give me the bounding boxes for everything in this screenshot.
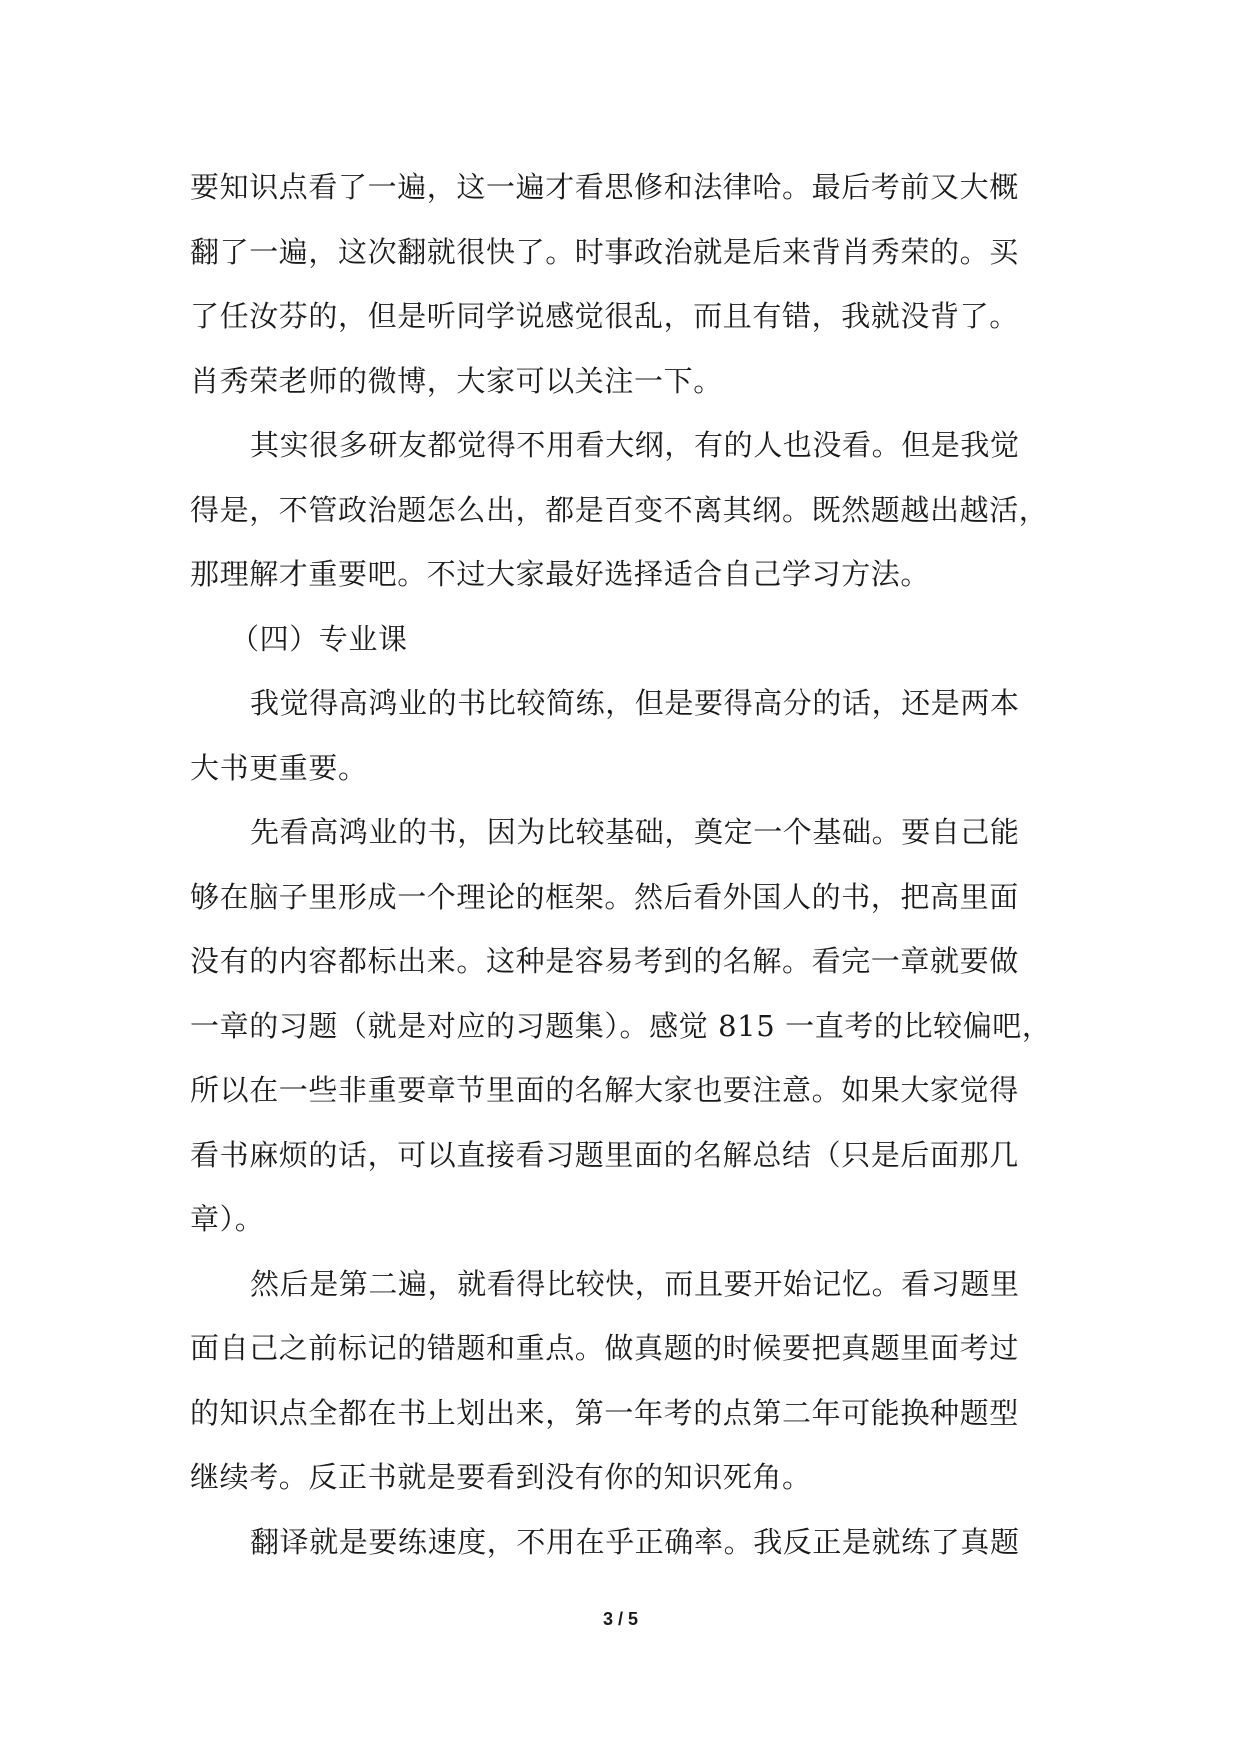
- text-line: 的知识点全都在书上划出来，第一年考的点第二年可能换种题型: [190, 1395, 1019, 1430]
- section-heading: （四）专业课: [230, 621, 408, 656]
- text-line: 得是，不管政治题怎么出，都是百变不离其纲。既然题越出越活，: [190, 492, 1049, 527]
- text-line: 继续考。反正书就是要看到没有你的知识死角。: [190, 1460, 812, 1494]
- page-number: 3 / 5: [602, 1609, 639, 1629]
- text-line: 够在脑子里形成一个理论的框架。然后看外国人的书，把高里面: [190, 879, 1019, 914]
- text-line: 肖秀荣老师的微博，大家可以关注一下。: [190, 363, 723, 398]
- text-line: 那理解才重要吧。不过大家最好选择适合自己学习方法。: [190, 557, 931, 591]
- text-line: 了任汝芬的，但是听同学说感觉很乱，而且有错，我就没背了。: [190, 299, 1019, 333]
- text-line: 看书麻烦的话，可以直接看习题里面的名解总结（只是后面那几: [190, 1137, 1019, 1172]
- text-line: 大书更重要。: [190, 750, 368, 785]
- paragraph-first-line: 其实很多研友都觉得不用看大纲，有的人也没看。但是我觉: [250, 428, 1020, 462]
- text-line: 所以在一些非重要章节里面的名解大家也要注意。如果大家觉得: [190, 1073, 1019, 1107]
- paragraph-first-line: 我觉得高鸿业的书比较简练，但是要得高分的话，还是两本: [250, 686, 1020, 720]
- text-line: 要知识点看了一遍，这一遍才看思修和法律哈。最后考前又大概: [190, 170, 1019, 204]
- text-line: 章）。: [190, 1202, 265, 1236]
- text-line: 翻了一遍，这次翻就很快了。时事政治就是后来背肖秀荣的。买: [190, 234, 1019, 269]
- paragraph-first-line: 先看高鸿业的书，因为比较基础，奠定一个基础。要自己能: [250, 815, 1020, 849]
- paragraph-first-line: 翻译就是要练速度，不用在乎正确率。我反正是就练了真题: [250, 1524, 1020, 1559]
- body-text: [190, 155, 1070, 1574]
- text-line: 一章的习题（就是对应的习题集）。感觉 815 一直考的比较偏吧，: [190, 1008, 1052, 1043]
- text-line: 面自己之前标记的错题和重点。做真题的时候要把真题里面考过: [190, 1331, 1019, 1365]
- paragraph-first-line: 然后是第二遍，就看得比较快，而且要开始记忆。看习题里: [250, 1266, 1020, 1301]
- text-line: 没有的内容都标出来。这种是容易考到的名解。看完一章就要做: [190, 944, 1019, 978]
